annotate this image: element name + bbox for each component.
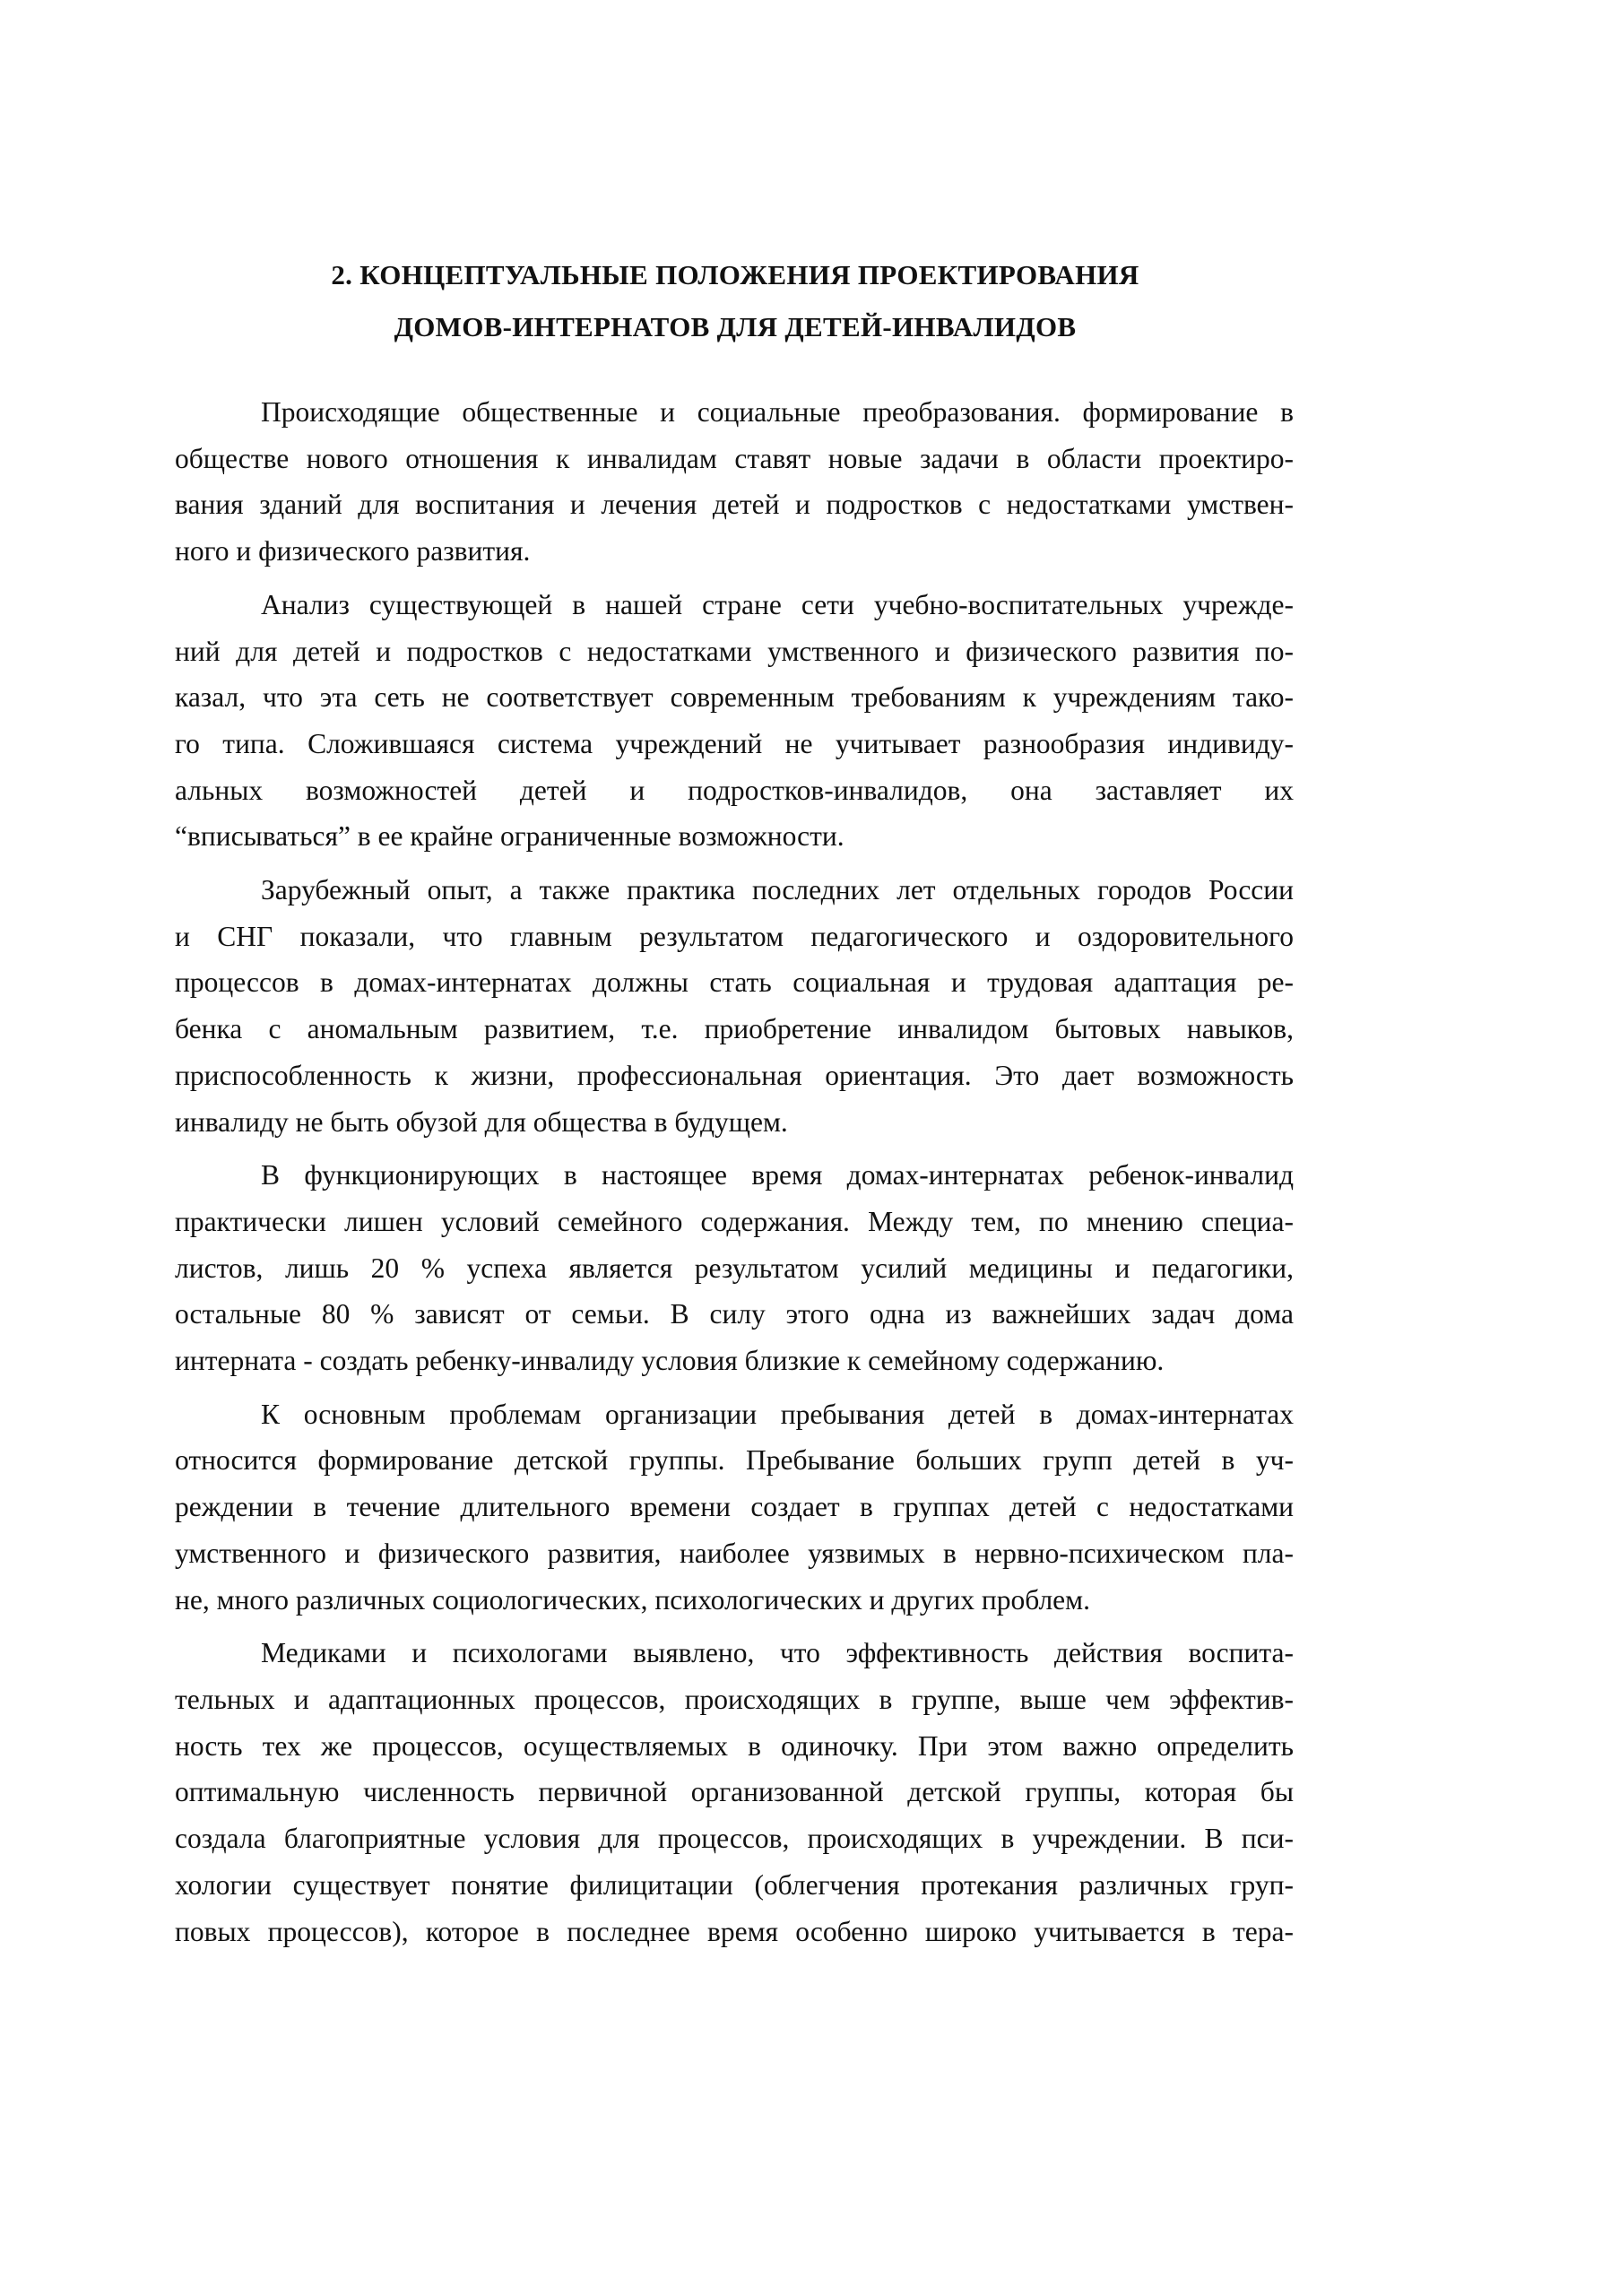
- paragraph: [175, 867, 1294, 1145]
- text-line: приспособленность к жизни, профессиональная ориентация. Это дает возможность: [175, 1059, 1294, 1091]
- text-line: хологии существует понятие филицитации (облегчения протекания различных груп-: [175, 1868, 1294, 1901]
- text-line: инвалиду не быть обузой для общества в будущем.: [175, 1105, 788, 1138]
- text-line: оптимальную численность первичной организованной детской группы, которая бы: [175, 1776, 1294, 1808]
- text-line: не, много различных социологических, психологических и других проблем.: [175, 1583, 1090, 1616]
- text-line: умственного и физического развития, наиболее уязвимых в нервно-психическом пла-: [175, 1537, 1294, 1569]
- section-title-line: 2. КОНЦЕПТУАЛЬНЫЕ ПОЛОЖЕНИЯ ПРОЕКТИРОВАНИЯ: [331, 259, 1139, 290]
- text-line: создала благоприятные условия для процессов, происходящих в учреждении. В пси-: [175, 1823, 1294, 1855]
- paragraph: [175, 582, 1294, 860]
- paragraph: [175, 1630, 1294, 1954]
- section-title-line: ДОМОВ-ИНТЕРНАТОВ ДЛЯ ДЕТЕЙ-ИНВАЛИДОВ: [394, 311, 1077, 342]
- text-line: и СНГ показали, что главным результатом педагогического и оздоровительного: [175, 920, 1294, 952]
- text-line: тельных и адаптационных процессов, происходящих в группе, выше чем эффектив-: [175, 1683, 1294, 1715]
- text-line: альных возможностей детей и подростков-инвалидов, она заставляет их: [175, 774, 1294, 806]
- paragraph: [175, 1152, 1294, 1384]
- body-text: [175, 389, 1294, 1962]
- paragraph: [175, 1391, 1294, 1624]
- text-line: ность тех же процессов, осуществляемых в одиночку. При этом важно определить: [175, 1729, 1294, 1762]
- text-line: Происходящие общественные и социальные преобразования. формирование в: [261, 396, 1294, 428]
- text-line: повых процессов), которое в последнее время особенно широко учитывается в тера-: [175, 1915, 1294, 1947]
- text-line: Анализ существующей в нашей стране сети учебно-воспитательных учрежде-: [261, 588, 1294, 620]
- text-line: го типа. Сложившаяся система учреждений не учитывает разнообразия индивиду-: [175, 727, 1294, 759]
- text-line: Зарубежный опыт, а также практика последних лет отдельных городов России: [261, 874, 1294, 906]
- text-line: остальные 80 % зависят от семьи. В силу этого одна из важнейших задач дома: [175, 1298, 1294, 1330]
- text-line: “вписываться” в ее крайне ограниченные возможности.: [175, 820, 844, 853]
- paragraph: [175, 389, 1294, 575]
- text-line: бенка с аномальным развитием, т.е. приобретение инвалидом бытовых навыков,: [175, 1013, 1294, 1045]
- text-line: Медиками и психологами выявлено, что эффективность действия воспита-: [261, 1637, 1294, 1669]
- text-line: обществе нового отношения к инвалидам ставят новые задачи в области проектиро-: [175, 442, 1294, 474]
- text-line: вания зданий для воспитания и лечения детей и подростков с недостатками умствен-: [175, 489, 1294, 521]
- text-line: В функционирующих в настоящее время домах-интернатах ребенок-инвалид: [261, 1159, 1294, 1191]
- text-line: относится формирование детской группы. Пребывание больших групп детей в уч-: [175, 1444, 1294, 1477]
- text-line: ного и физического развития.: [175, 535, 531, 568]
- section-title: [170, 249, 1300, 353]
- text-line: листов, лишь 20 % успеха является результатом усилий медицины и педагогики,: [175, 1252, 1294, 1284]
- text-line: ний для детей и подростков с недостатками умственного и физического развития по-: [175, 635, 1294, 667]
- text-line: реждении в течение длительного времени создает в группах детей с недостатками: [175, 1491, 1294, 1523]
- text-line: интерната - создать ребенку-инвалиду условия близкие к семейному содержанию.: [175, 1345, 1165, 1377]
- text-line: К основным проблемам организации пребывания детей в домах-интернатах: [261, 1398, 1294, 1430]
- text-line: казал, что эта сеть не соответствует современным требованиям к учреждениям тако-: [175, 681, 1294, 714]
- text-line: процессов в домах-интернатах должны стать социальная и трудовая адаптация ре-: [175, 966, 1294, 999]
- text-line: практически лишен условий семейного содержания. Между тем, по мнению специа-: [175, 1205, 1294, 1237]
